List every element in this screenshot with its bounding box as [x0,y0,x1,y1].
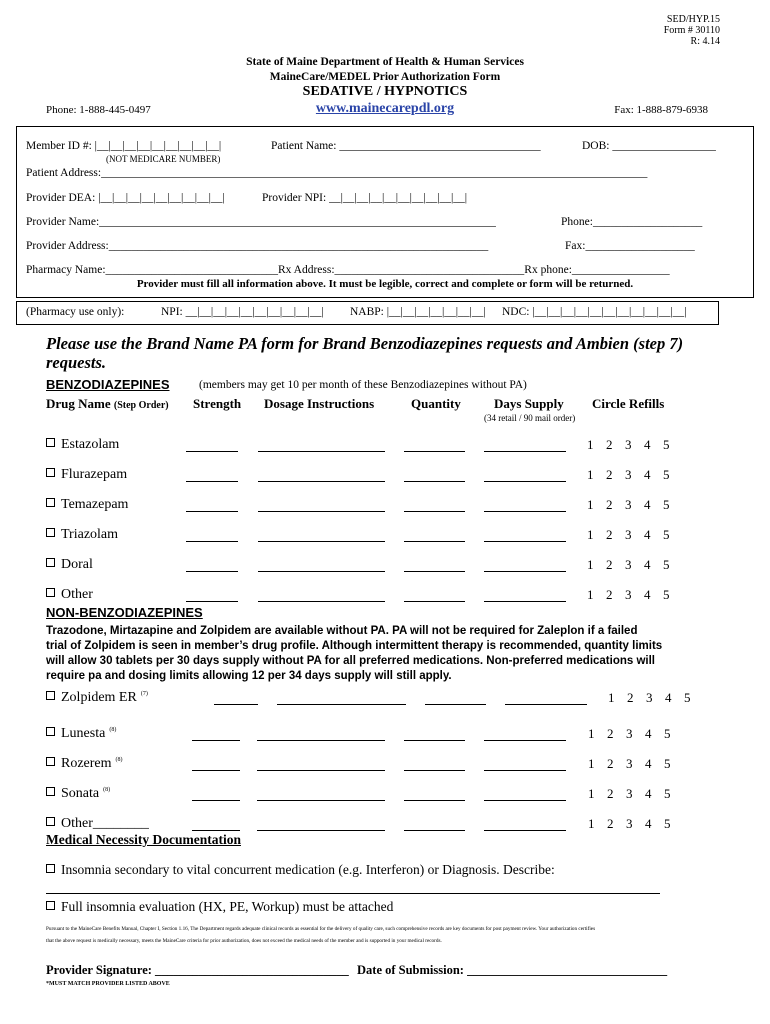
drug-option[interactable] [46,726,116,742]
refill-number[interactable]: 3 [626,786,633,801]
drug-option[interactable] [46,756,123,772]
refill-number[interactable]: 1 [588,786,595,801]
refill-number[interactable]: 1 [587,437,594,452]
refill-number[interactable]: 5 [663,467,670,482]
refill-number[interactable]: 5 [664,786,671,801]
checkbox[interactable] [46,691,55,700]
submission-date-field[interactable]: Date of Submission: ________________________________ [357,963,668,977]
form-revision: R: 4.14 [690,36,720,47]
provider-phone-field[interactable]: Phone:___________________ [561,216,703,228]
col-dosage: Dosage Instructions [264,396,375,411]
provider-signature-field[interactable]: Provider Signature: _______________________________ [46,963,349,977]
refill-number[interactable]: 5 [684,690,691,705]
col-refills: Circle Refills [592,396,665,411]
refill-options [588,726,683,742]
quantity-field[interactable] [404,511,465,512]
benzo-title: BENZODIAZEPINES [46,377,170,392]
signature-note: *MUST MATCH PROVIDER LISTED ABOVE [46,981,170,987]
days-supply-field[interactable] [484,541,566,542]
dob-field[interactable]: DOB: __________________ [582,140,716,152]
drug-option[interactable] [46,467,131,483]
refill-number[interactable]: 2 [606,527,613,542]
strength-field[interactable] [186,481,238,482]
refill-number[interactable]: 1 [587,527,594,542]
drug-option[interactable] [46,527,122,543]
col-days-supply: Days Supply [494,396,564,411]
nonbenzo-line: will allow 30 tablets per 30 days supply without PA for all preferred medications. Non-preferred medications will [46,655,656,667]
refill-number[interactable]: 1 [608,690,615,705]
strength-field[interactable] [192,770,240,771]
days-supply-field[interactable] [484,770,566,771]
refill-number[interactable]: 3 [626,816,633,831]
dosage-field[interactable] [258,451,385,452]
refill-number[interactable]: 4 [645,726,652,741]
refill-number[interactable]: 1 [588,756,595,771]
benzo-subtitle: (members may get 10 per month of these Benzodiazepines without PA) [199,379,527,391]
days-supply-field[interactable] [484,830,566,831]
checkbox[interactable] [46,498,55,507]
quantity-field[interactable] [404,830,465,831]
strength-field[interactable] [214,704,258,705]
dosage-field[interactable] [258,601,385,602]
nonbenzo-line: Trazodone, Mirtazapine and Zolpidem are available without PA. PA will not be required for Zaleplon if a failed [46,625,638,637]
quantity-field[interactable] [404,740,465,741]
checkbox[interactable] [46,757,55,766]
refill-options [588,756,683,772]
category-title: SEDATIVE / HYPNOTICS [302,84,468,99]
dosage-field[interactable] [257,770,385,771]
drug-option[interactable] [46,816,153,832]
refill-options [588,786,683,802]
days-supply-field[interactable] [484,511,566,512]
medical-option-2-label: Full insomnia evaluation (HX, PE, Workup) must be attached [61,899,394,914]
refill-number[interactable]: 3 [626,756,633,771]
refill-number[interactable]: 4 [644,497,651,512]
patient-name-field[interactable]: Patient Name: ___________________________________ [271,140,541,152]
drug-name: Sonata [61,786,100,801]
refill-number[interactable]: 3 [625,467,632,482]
dosage-field[interactable] [258,511,385,512]
refill-number[interactable]: 4 [645,786,652,801]
provider-npi-field[interactable]: Provider NPI: __|__|__|__|__|__|__|__|__|__| [262,192,468,204]
col-drug-name-label: Drug Name [46,396,111,411]
quantity-field[interactable] [404,601,465,602]
refill-number[interactable]: 5 [664,726,671,741]
refill-options [587,497,682,513]
refill-options [587,437,682,453]
refill-options [587,467,682,483]
provider-fax-field[interactable]: Fax:___________________ [565,240,695,252]
drug-name: Estazolam [61,437,120,452]
quantity-field[interactable] [404,541,465,542]
refill-number[interactable]: 5 [664,756,671,771]
days-supply-field[interactable] [484,601,566,602]
refill-options [587,587,682,603]
quantity-field[interactable] [404,481,465,482]
nonbenzo-title: NON-BENZODIAZEPINES [46,605,203,620]
medical-option-1-label: Insomnia secondary to vital concurrent medication (e.g. Interferon) or Diagnosis. Describe: [61,862,555,877]
drug-option[interactable] [46,437,123,453]
quantity-field[interactable] [425,704,486,705]
refill-number[interactable]: 2 [606,467,613,482]
website-link[interactable]: www.mainecarepdl.org [315,101,455,116]
drug-option[interactable] [46,786,110,802]
agency-title: State of Maine Department of Health & Human Services [246,56,524,68]
drug-step: (8) [115,757,123,763]
strength-field[interactable] [192,830,240,831]
drug-name: Other________ [61,816,149,831]
checkbox[interactable] [46,468,55,477]
dosage-field[interactable] [258,481,385,482]
refill-options [587,527,682,543]
legibility-note: Provider must fill all information above. It must be legible, correct and complete or form will be returned. [136,278,634,290]
refill-number[interactable]: 4 [644,587,651,602]
refill-number[interactable]: 1 [588,726,595,741]
strength-field[interactable] [192,800,240,801]
days-supply-field[interactable] [484,800,566,801]
quantity-field[interactable] [404,800,465,801]
dosage-field[interactable] [258,541,385,542]
refill-number[interactable]: 2 [607,756,614,771]
quantity-field[interactable] [404,770,465,771]
drug-step: (7) [140,691,148,697]
strength-field[interactable] [186,511,238,512]
refill-number[interactable]: 2 [606,497,613,512]
refill-number[interactable]: 1 [587,587,594,602]
refill-number[interactable]: 3 [625,557,632,572]
refill-number[interactable]: 4 [644,527,651,542]
dosage-field[interactable] [257,800,385,801]
refill-number[interactable]: 3 [626,726,633,741]
drug-option[interactable] [46,497,132,513]
checkbox[interactable] [46,787,55,796]
checkbox[interactable] [46,864,55,873]
refill-number[interactable]: 5 [663,557,670,572]
refill-number[interactable]: 4 [665,690,672,705]
refill-options [588,816,683,832]
ndc-field[interactable]: NDC: |__|__|__|__|__|__|__|__|__|__|__| [502,306,687,318]
refill-number[interactable]: 4 [644,467,651,482]
refill-number[interactable]: 1 [587,557,594,572]
drug-option[interactable] [46,690,148,706]
pharmacy-npi-field[interactable]: NPI: __|__|__|__|__|__|__|__|__|__| [161,306,324,318]
days-supply-field[interactable] [484,481,566,482]
drug-name: Doral [61,557,93,572]
checkbox[interactable] [46,817,55,826]
patient-address-field[interactable]: Patient Address:_______________________________________________________________________________________________ [26,167,648,179]
refill-number[interactable]: 1 [587,467,594,482]
refill-number[interactable]: 3 [625,527,632,542]
dosage-field[interactable] [257,740,385,741]
strength-field[interactable] [186,541,238,542]
days-supply-field[interactable] [484,451,566,452]
pharmacy-fields[interactable]: Pharmacy Name:______________________________Rx Address:_________________________________Rx phone:_________________ [26,264,670,276]
strength-field[interactable] [186,571,238,572]
refill-number[interactable]: 2 [607,786,614,801]
drug-option[interactable] [46,557,97,573]
refill-number[interactable]: 2 [606,587,613,602]
refill-number[interactable]: 2 [607,816,614,831]
drug-name: Zolpidem ER [61,690,137,705]
refill-number[interactable]: 4 [645,816,652,831]
drug-option[interactable] [46,587,97,603]
refill-number[interactable]: 2 [606,437,613,452]
strength-field[interactable] [186,451,238,452]
brand-name-note: Please use the Brand Name PA form for Brand Benzodiazepines requests and Ambien (step 7) requests. [46,334,684,372]
provider-dea-field[interactable]: Provider DEA: |__|__|__|__|__|__|__|__|__| [26,192,225,204]
nonbenzo-line: trial of Zolpidem is seen in member’s drug profile. Although intermittent therapy is recommended, quantity limits [46,640,663,652]
days-supply-field[interactable] [484,571,566,572]
nonbenzo-paragraph [46,624,662,684]
medical-option-2[interactable] [46,899,393,915]
refill-number[interactable]: 4 [644,437,651,452]
drug-name: Triazolam [61,527,119,542]
refill-number[interactable]: 5 [663,587,670,602]
refill-number[interactable]: 5 [663,497,670,512]
checkbox[interactable] [46,588,55,597]
refill-options [608,690,703,706]
form-title: MaineCare/MEDEL Prior Authorization Form [269,71,501,83]
drug-name: Rozerem [61,756,112,771]
fine-print-1: Pursuant to the MaineCare Benefits Manual, Chapter I, Section 1.16, The Department regards adequate clinical records as essential for the delivery of quality care, such comprehensive records are key documents for post payment review. Your authorization certifies [46,926,596,932]
days-supply-field[interactable] [505,704,587,705]
days-supply-note: (34 retail / 90 mail order) [484,413,576,423]
strength-field[interactable] [192,740,240,741]
drug-name: Other [61,587,93,602]
days-supply-field[interactable] [484,740,566,741]
describe-line[interactable] [46,893,660,894]
drug-name: Lunesta [61,726,106,741]
refill-number[interactable]: 4 [645,756,652,771]
dosage-field[interactable] [257,830,385,831]
checkbox[interactable] [46,901,55,910]
checkbox[interactable] [46,438,55,447]
fine-print-2: that the above request is medically necessary, meets the MaineCare criteria for prior authorization, does not exceed the medical needs of the member and is supported in your medical records. [46,938,442,944]
refill-number[interactable]: 3 [625,497,632,512]
refill-number[interactable]: 5 [664,816,671,831]
phone-number: Phone: 1-888-445-0497 [46,104,151,116]
col-quantity: Quantity [411,396,461,411]
form-id [664,14,720,47]
medical-necessity-title: Medical Necessity Documentation [46,832,241,847]
nonbenzo-line: require pa and dosing limits allowing 12 per 34 days supply will still apply. [46,670,452,682]
col-strength: Strength [193,396,242,411]
fax-number: Fax: 1-888-879-6938 [614,104,708,116]
drug-name: Temazepam [61,497,129,512]
quantity-field[interactable] [404,571,465,572]
refill-number[interactable]: 5 [663,527,670,542]
pharmacy-use-label: (Pharmacy use only): [26,306,125,318]
strength-field[interactable] [186,601,238,602]
form-number: Form # 30110 [663,25,720,36]
medical-option-1[interactable] [46,862,555,878]
refill-number[interactable]: 3 [625,587,632,602]
refill-number[interactable]: 3 [625,437,632,452]
refill-number[interactable]: 2 [607,726,614,741]
refill-number[interactable]: 4 [644,557,651,572]
drug-step: (8) [109,727,117,733]
provider-address-field[interactable]: Provider Address:__________________________________________________________________ [26,240,489,252]
col-step-order: (Step Order) [113,400,169,411]
form-code: SED/HYP.15 [666,14,720,25]
refill-number[interactable]: 2 [606,557,613,572]
refill-options [587,557,682,573]
drug-step: (8) [103,787,111,793]
not-medicare-note: (NOT MEDICARE NUMBER) [106,154,221,164]
refill-number[interactable]: 2 [627,690,634,705]
refill-number[interactable]: 5 [663,437,670,452]
nabp-field[interactable]: NABP: |__|__|__|__|__|__|__| [350,306,486,318]
checkbox[interactable] [46,727,55,736]
refill-number[interactable]: 1 [587,497,594,512]
dosage-field[interactable] [258,571,385,572]
checkbox[interactable] [46,528,55,537]
dosage-field[interactable] [277,704,406,705]
refill-number[interactable]: 3 [646,690,653,705]
checkbox[interactable] [46,558,55,567]
quantity-field[interactable] [404,451,465,452]
col-drug-name [46,396,169,412]
refill-number[interactable]: 1 [588,816,595,831]
drug-name: Flurazepam [61,467,128,482]
provider-name-field[interactable]: Provider Name:_____________________________________________________________________ [26,216,496,228]
member-id-field[interactable]: Member ID #: |__|__|__|__|__|__|__|__|__| [26,140,222,152]
